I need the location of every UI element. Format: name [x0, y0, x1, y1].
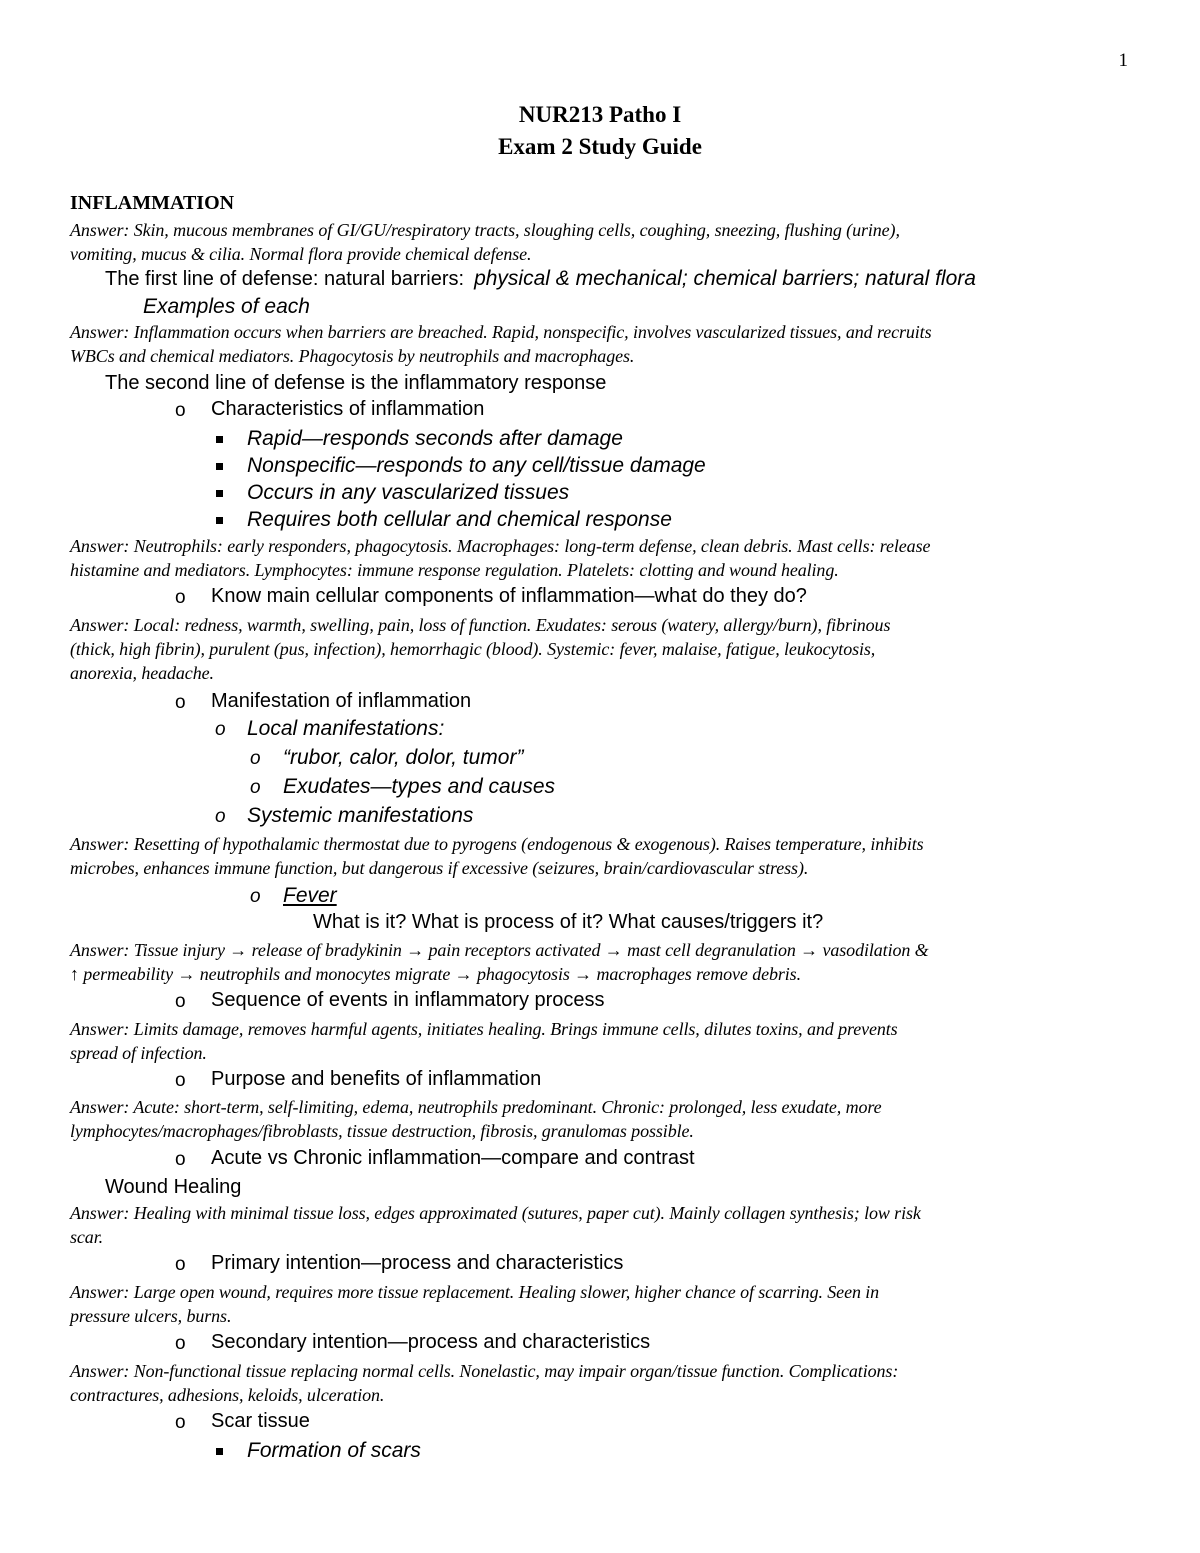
answer-line: WBCs and chemical mediators. Phagocytosis by neutrophils and macrophages. [70, 346, 635, 366]
answer-line: Answer: Neutrophils: early responders, phagocytosis. Macrophages: long-term defense, clean debris. Mast cells: release [70, 536, 931, 556]
question-item: Secondary intention—process and characteristics [211, 1331, 651, 1353]
square-bullet-icon [216, 1448, 223, 1455]
question-item: Sequence of events in inflammatory process [211, 989, 605, 1011]
question-item: Primary intention—process and characteristics [211, 1252, 624, 1274]
bullet-item: Requires both cellular and chemical response [247, 508, 672, 531]
answer-line: Answer: Large open wound, requires more tissue replacement. Healing slower, higher chance of scarring. Seen in [70, 1282, 880, 1302]
question-emphasis: physical & mechanical; chemical barriers; natural flora [474, 267, 976, 290]
sub-item: Systemic manifestations [247, 804, 474, 827]
circle-bullet-icon: o [175, 1412, 186, 1433]
answer-line: Answer: Non-functional tissue replacing normal cells. Nonelastic, may impair organ/tissue function. Complications: [70, 1361, 899, 1381]
circle-bullet-icon: o [175, 400, 186, 421]
circle-bullet-icon: o [175, 1149, 186, 1170]
sub-sub-item: Exudates—types and causes [283, 775, 555, 798]
bullet-item: Formation of scars [247, 1439, 421, 1462]
bullet-item: Nonspecific—responds to any cell/tissue damage [247, 454, 706, 477]
circle-bullet-icon: o [250, 886, 261, 907]
answer-line: lymphocytes/macrophages/fibroblasts, tissue destruction, fibrosis, granulomas possible. [70, 1121, 694, 1141]
answer-line: spread of infection. [70, 1043, 207, 1063]
document-title: NUR213 Patho I [518, 102, 682, 127]
answer-line: (thick, high fibrin), purulent (pus, infection), hemorrhagic (blood). Systemic: fever, malaise, fatigue, leukocytosis, [70, 639, 876, 659]
circle-bullet-icon: o [175, 692, 186, 713]
question-sub: Examples of each [143, 295, 310, 318]
answer-line: Answer: Skin, mucous membranes of GI/GU/respiratory tracts, sloughing cells, coughing, sneezing, flushing (urine), [70, 220, 900, 240]
question-item: Purpose and benefits of inflammation [211, 1068, 542, 1090]
answer-line: scar. [70, 1227, 104, 1247]
question-item: What is it? What is process of it? What causes/triggers it? [313, 911, 824, 933]
circle-bullet-icon: o [250, 777, 261, 798]
fever-heading: Fever [283, 884, 337, 907]
question-item: Manifestation of inflammation [211, 690, 472, 712]
circle-bullet-icon: o [250, 748, 261, 769]
question-text: The first line of defense: natural barriers: [105, 268, 465, 290]
answer-line: contractures, adhesions, keloids, ulceration. [70, 1385, 385, 1405]
circle-bullet-icon: o [215, 806, 226, 827]
document-subtitle: Exam 2 Study Guide [498, 134, 702, 159]
circle-bullet-icon: o [175, 991, 186, 1012]
answer-line: Answer: Limits damage, removes harmful agents, initiates healing. Brings immune cells, dilutes toxins, and prevents [70, 1019, 898, 1039]
circle-bullet-icon: o [175, 1254, 186, 1275]
square-bullet-icon [216, 463, 223, 470]
section-heading: INFLAMMATION [70, 192, 235, 214]
answer-line: histamine and mediators. Lymphocytes: immune response regulation. Platelets: clotting and wound healing. [70, 560, 839, 580]
answer-line: Answer: Acute: short-term, self-limiting, edema, neutrophils predominant. Chronic: prolonged, less exudate, more [70, 1097, 882, 1117]
bullet-item: Occurs in any vascularized tissues [247, 481, 570, 504]
question-line [105, 267, 976, 291]
page-number: 1 [1118, 50, 1128, 71]
answer-line: Answer: Tissue injury → release of bradykinin → pain receptors activated → mast cell degranulation → vasodilation & [70, 940, 929, 960]
question-line: The second line of defense is the inflammatory response [105, 372, 607, 394]
circle-bullet-icon: o [175, 587, 186, 608]
square-bullet-icon [216, 490, 223, 497]
answer-line: anorexia, headache. [70, 663, 214, 683]
answer-line: Answer: Local: redness, warmth, swelling, pain, loss of function. Exudates: serous (watery, allergy/burn), fibrinous [70, 615, 891, 635]
answer-line: ↑ permeability → neutrophils and monocytes migrate → phagocytosis → macrophages remove debris. [70, 964, 801, 984]
circle-bullet-icon: o [175, 1070, 186, 1091]
question-item: Characteristics of inflammation [211, 398, 485, 420]
answer-line: vomiting, mucus & cilia. Normal flora provide chemical defense. [70, 244, 532, 264]
square-bullet-icon [216, 517, 223, 524]
circle-bullet-icon: o [175, 1333, 186, 1354]
sub-item: Local manifestations: [247, 717, 445, 740]
answer-line: microbes, enhances immune function, but dangerous if excessive (seizures, brain/cardiovascular stress). [70, 858, 809, 878]
answer-line: pressure ulcers, burns. [70, 1306, 232, 1326]
question-item: Know main cellular components of inflammation—what do they do? [211, 585, 807, 607]
circle-bullet-icon: o [215, 719, 226, 740]
answer-line: Answer: Resetting of hypothalamic thermostat due to pyrogens (endogenous & exogenous). Raises temperature, inhibits [70, 834, 924, 854]
answer-line: Answer: Inflammation occurs when barriers are breached. Rapid, nonspecific, involves vascularized tissues, and recruits [70, 322, 932, 342]
question-line: Wound Healing [105, 1176, 242, 1198]
bullet-item: Rapid—responds seconds after damage [247, 427, 623, 450]
square-bullet-icon [216, 436, 223, 443]
sub-sub-item: “rubor, calor, dolor, tumor” [283, 746, 524, 769]
question-item: Scar tissue [211, 1410, 310, 1432]
answer-line: Answer: Healing with minimal tissue loss, edges approximated (sutures, paper cut). Mainly collagen synthesis; low risk [70, 1203, 921, 1223]
question-item: Acute vs Chronic inflammation—compare and contrast [211, 1147, 695, 1169]
